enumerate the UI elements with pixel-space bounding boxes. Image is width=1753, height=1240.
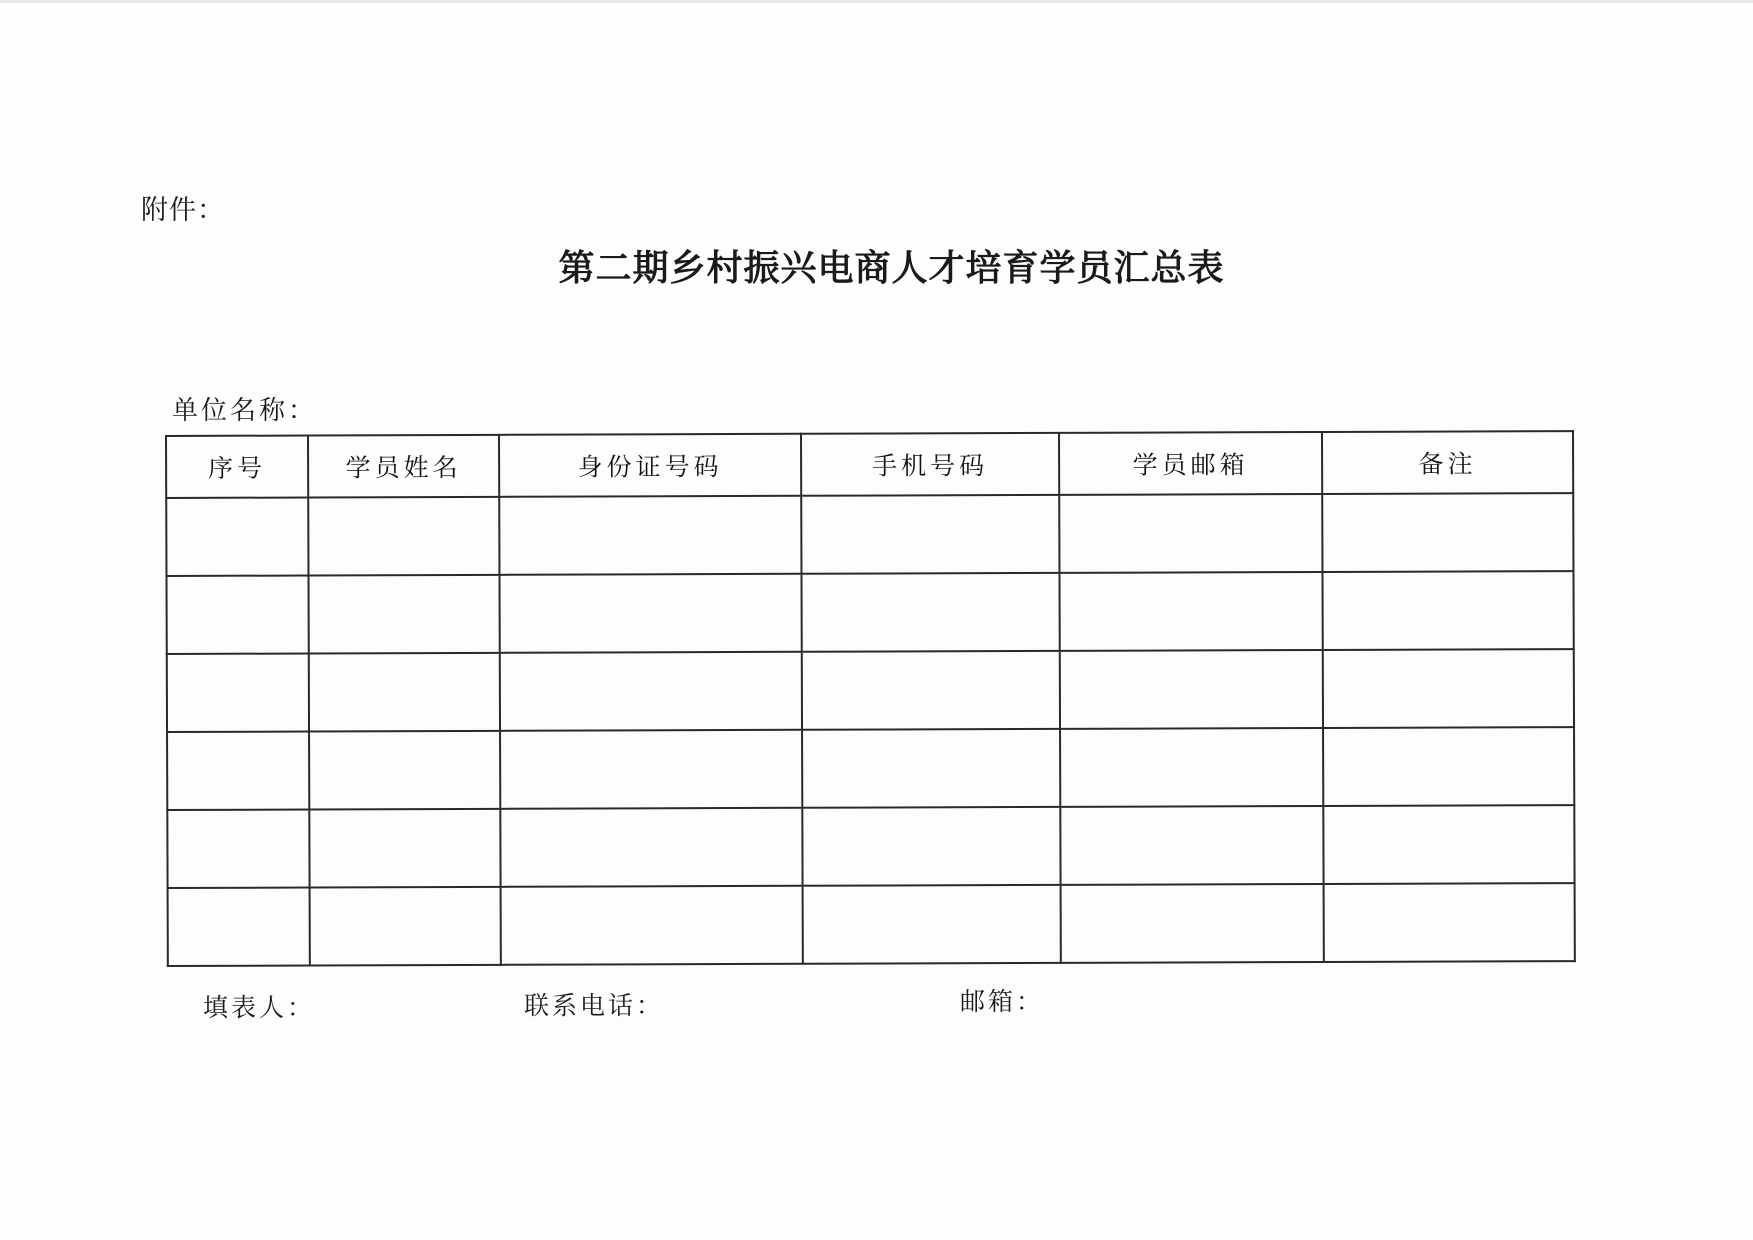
mobile-cell[interactable]: [801, 495, 1059, 574]
email-cell[interactable]: [1059, 572, 1322, 651]
remarks-cell[interactable]: [1322, 493, 1573, 572]
column-header-mobile: 手机号码: [801, 433, 1059, 496]
table-row: [166, 493, 1573, 576]
index-cell[interactable]: [167, 653, 309, 731]
email-cell[interactable]: [1061, 884, 1324, 963]
id-number-cell[interactable]: [500, 652, 802, 731]
student-name-cell[interactable]: [309, 653, 500, 732]
mobile-cell[interactable]: [802, 807, 1060, 886]
remarks-cell[interactable]: [1324, 883, 1575, 962]
mobile-cell[interactable]: [801, 573, 1059, 652]
column-header-student-name: 学员姓名: [308, 435, 499, 498]
index-cell[interactable]: [166, 498, 308, 576]
mobile-cell[interactable]: [803, 885, 1061, 964]
table-row: [167, 805, 1574, 888]
page-top-edge: [0, 0, 1753, 3]
id-number-cell[interactable]: [499, 496, 801, 575]
unit-name-label: 单位名称：: [172, 396, 318, 426]
student-summary-table: [165, 430, 1576, 967]
document-title: 第二期乡村振兴电商人才培育学员汇总表: [558, 247, 1225, 289]
id-number-cell[interactable]: [500, 730, 802, 809]
student-name-cell[interactable]: [309, 731, 500, 810]
remarks-cell[interactable]: [1323, 805, 1574, 884]
column-header-remarks: 备注: [1322, 431, 1573, 494]
index-cell[interactable]: [166, 576, 308, 654]
attachment-label: 附件：: [141, 195, 225, 226]
id-number-cell[interactable]: [500, 808, 802, 887]
index-cell[interactable]: [167, 809, 309, 887]
column-header-index: 序号: [166, 436, 308, 498]
student-name-cell[interactable]: [309, 809, 500, 888]
email-cell[interactable]: [1060, 728, 1323, 807]
contact-phone-label: 联系电话：: [524, 991, 665, 1020]
table-row: [166, 571, 1573, 654]
table-header-row: [166, 431, 1573, 498]
email-cell[interactable]: [1060, 650, 1323, 729]
remarks-cell[interactable]: [1322, 571, 1573, 650]
column-header-email: 学员邮箱: [1059, 432, 1322, 495]
mobile-cell[interactable]: [802, 651, 1060, 730]
form-filler-label: 填表人：: [203, 993, 316, 1022]
id-number-cell[interactable]: [499, 574, 801, 653]
index-cell[interactable]: [167, 731, 309, 809]
table-row: [167, 727, 1574, 810]
student-name-cell[interactable]: [308, 575, 499, 654]
student-name-cell[interactable]: [308, 497, 499, 576]
email-label: 邮箱：: [960, 987, 1045, 1016]
table-row: [168, 883, 1575, 966]
index-cell[interactable]: [168, 887, 310, 965]
email-cell[interactable]: [1059, 494, 1322, 573]
mobile-cell[interactable]: [802, 729, 1060, 808]
id-number-cell[interactable]: [501, 886, 803, 965]
remarks-cell[interactable]: [1323, 727, 1574, 806]
student-name-cell[interactable]: [310, 887, 501, 966]
column-header-id-number: 身份证号码: [499, 434, 801, 497]
remarks-cell[interactable]: [1323, 649, 1574, 728]
email-cell[interactable]: [1060, 806, 1323, 885]
table-row: [167, 649, 1574, 732]
